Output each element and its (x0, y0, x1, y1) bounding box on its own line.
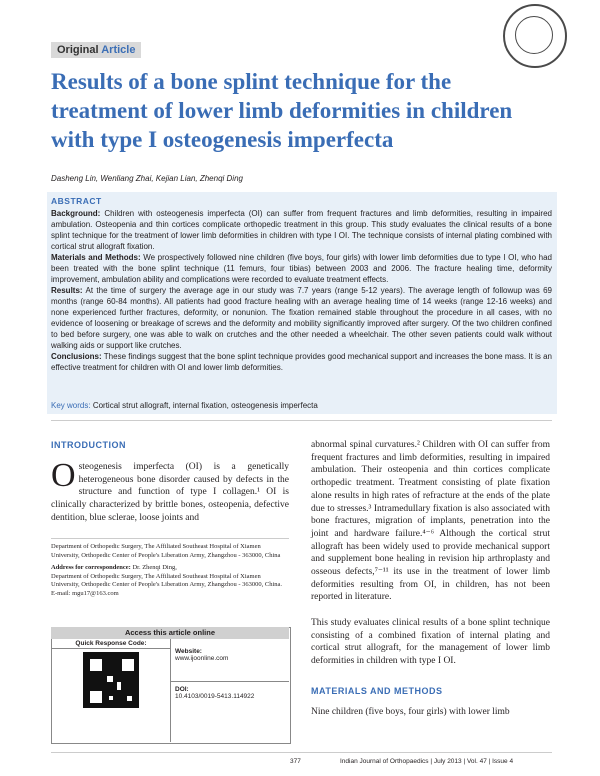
abstract-body (51, 208, 552, 373)
correspondence-address: Department of Orthopedic Surgery, The Affiliated Southeast Hospital of Xiamen University, Orthopedic Center of People's Liberation Army, Zhangzhou - 363000, China. (51, 572, 283, 588)
access-divider-right (170, 681, 289, 682)
doi-block (175, 686, 254, 700)
department-text: Department of Orthopedic Surgery, The Affiliated Southeast Hospital of Xiamen University, Orthopedic Center of People's Liberation Army, Zhangzhou - 363000, China (51, 543, 281, 559)
doi-label: DOI: (175, 686, 189, 693)
methods-heading: MATERIALS AND METHODS (311, 686, 443, 696)
website-link[interactable]: www.ijoonline.com (175, 655, 229, 662)
page-number: 377 (290, 758, 301, 765)
journal-seal-logo (503, 4, 567, 68)
methods-text: We prospectively followed nine children (five boys, four girls) with lower limb deformities due to type I OI, who had been treated with the bone splint technique (11 femurs, four tibias) between 2003 and 2006. The fracture healing time, deformity improvement, ambulation ability and complications were recorded to evaluate treatment effects. (51, 253, 552, 284)
article-type-badge (51, 42, 141, 58)
badge-text: Original (57, 44, 102, 56)
background-text: Children with osteogenesis imperfecta (OI) can suffer from frequent fractures and limb deformities, resulting in impaired ambulation. Osteopenia and thin cortices complicate orthopedic treatment in this group. This study evaluates the clinical results of a bone splint technique for the treatment of lower limb deformities in children with type I OI. The technique consists of internal plating combined with cortical strut allograft fixation. (51, 209, 552, 251)
keywords-line (51, 401, 318, 410)
access-vertical-divider (170, 639, 171, 742)
qr-code-label: Quick Response Code: (75, 640, 147, 647)
drop-cap: O (51, 457, 76, 494)
introduction-heading: INTRODUCTION (51, 440, 126, 450)
methods-paragraph: Nine children (five boys, four girls) with lower limb (311, 707, 510, 717)
introduction-continued: abnormal spinal curvatures.² Children with OI can suffer from frequent fractures and limb deformities, resulting in impaired ambulation. Their osteopenia and thin cortices complicate orthopedic treatment. Treatment consisting of plate fixation alone results in high rates of refracture at the ends of the plate due to stresses.³ Intramedullary fixation is also associated with bone fractures, migration of implants, penetration into the joint and hardware failure.⁴⁻⁶ Although the cortical strut allograft has been widely used to provide mechanical support and supplement bone healing in revision hip arthroplasty and osseous defects,⁷⁻¹¹ its use in the treatment of lower limb deformities resulting from OI, in children, has not been reported in literature. (311, 440, 550, 603)
badge-accent-text: Article (101, 44, 136, 56)
website-label: Website: (175, 648, 202, 655)
introduction-paragraph (51, 457, 289, 525)
results-text: At the time of surgery the average age in our study was 7.7 years (range 5-12 years). The average length of followup was 69 months (range 60-84 months). All patients had good fracture healing with an average healing time of 14 weeks (range 12-16 weeks) and none experienced further fractures, deformity, or nonunion. The fixation remained stable throughout the procedure in all cases, with no evidence of loosening or breakage of screws and the deformity and mobility significantly improved after surgery. Of the two children confined to bed before surgery, one was able to walk on crutches and the other needed a wheelchair. The other seven patients could walk without walking aids or support like crutches. (51, 286, 553, 350)
background-label: Background: (51, 209, 101, 218)
keywords-label: Key words: (51, 401, 91, 410)
study-aim-paragraph: This study evaluates clinical results of a bone splint technique consisting of a combined fixation of internal plating and cortical strut allograft, for the management of lower limb deformities in children with type I OI. (311, 618, 550, 667)
footer-divider (51, 752, 552, 753)
introduction-text: steogenesis imperfecta (OI) is a genetically heterogeneous bone disorder caused by defects in the structure and function of type I collagen.¹ OI is clinically characterized by brittle bones, osteopenia, defective dentition, blue sclerae, loose joints and (51, 462, 289, 523)
article-title: Results of a bone splint technique for the treatment of lower limb deformities in children with type I osteogenesis imperfecta (51, 69, 513, 152)
author-list: Dasheng Lin, Wenliang Zhai, Kejian Lian, Zhenqi Ding (51, 174, 243, 183)
website-block (175, 648, 228, 662)
divider (51, 420, 552, 421)
doi-link[interactable]: 10.4103/0019-5413.114922 (175, 693, 255, 700)
conclusions-label: Conclusions: (51, 352, 102, 361)
qr-code-image[interactable] (83, 652, 139, 708)
access-heading: Access this article online (51, 627, 289, 639)
correspondence-email[interactable]: E-mail: mgu17@163.com (51, 589, 119, 597)
correspondence-label: Address for correspondence: (51, 564, 131, 571)
correspondence-name: Dr. Zhenqi Ding, (132, 564, 177, 571)
keywords-text: Cortical strut allograft, internal fixation, osteogenesis imperfecta (92, 401, 318, 410)
affiliation-block (51, 543, 287, 598)
methods-label: Materials and Methods: (51, 253, 141, 262)
affiliation-divider (51, 538, 289, 539)
conclusions-text: These findings suggest that the bone splint technique provides good mechanical support and increases the bone mass. It is an effective treatment for children with OI and lower limb deformities. (51, 352, 553, 372)
correspondence-block (51, 564, 287, 598)
access-divider (51, 648, 170, 649)
results-label: Results: (51, 286, 83, 295)
journal-footer: Indian Journal of Orthopaedics | July 2013 | Vol. 47 | Issue 4 (340, 758, 514, 765)
abstract-heading: ABSTRACT (51, 196, 102, 206)
